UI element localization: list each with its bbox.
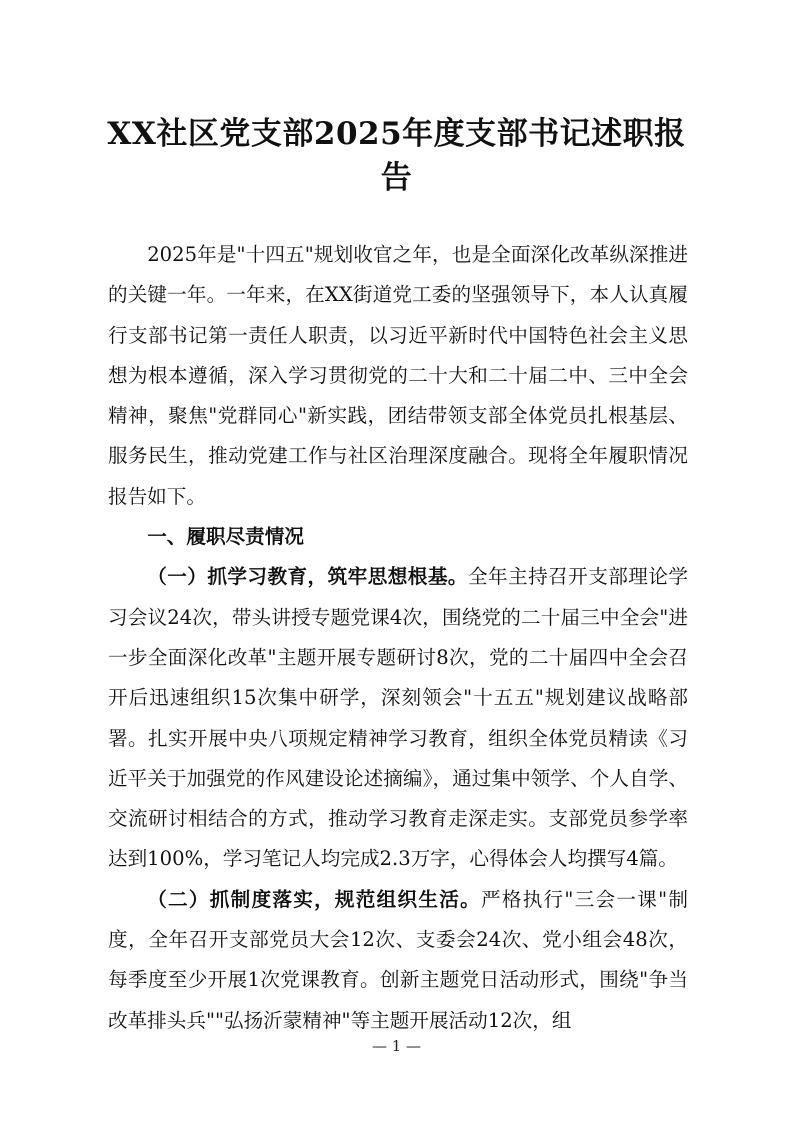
item-paragraph-2 — [108, 880, 688, 1041]
item-lead-2: （二）抓制度落实，规范组织生活。 — [147, 887, 481, 911]
item-text-1: 全年主持召开支部理论学习会议24次，带头讲授专题党课4次，围绕党的二十届三中全会"进一步全面深化改革"主题开展专题研讨8次，党的二十届四中全会召开后迅速组织15次集中研学，深刻领会"十五五"规划建议战略部署。扎实开展中央八项规定精神学习教育，组织全体党员精读《习近平关于加强党的作风建设论述摘编》，通过集中领学、个人自学、交流研讨相结合的方式，推动学习教育走深走实。支部党员参学率达到100%，学习笔记人均完成2.3万字，心得体会人均撰写4篇。 — [108, 565, 688, 871]
page-number: — 1 — — [371, 1037, 422, 1055]
item-text-2: 严格执行"三会一课"制度，全年召开支部党员大会12次、支委会24次、党小组会48次，每季度至少开展1次党课教育。创新主题党日活动形式，围绕"争当改革排头兵""弘扬沂蒙精神"等主题开展活动12次，组 — [108, 887, 689, 1032]
intro-paragraph: 2025年是"十四五"规划收官之年，也是全面深化改革纵深推进的关键一年。一年来，在XX街道党工委的坚强领导下，本人认真履行支部书记第一责任人职责，以习近平新时代中国特色社会主义思想为根本遵循，深入学习贯彻党的二十大和二十届二中、三中全会精神，聚焦"党群同心"新实践，团结带领支部全体党员扎根基层、服务民生，推动党建工作与社区治理深度融合。现将全年履职情况报告如下。 — [108, 243, 688, 508]
document-body — [108, 235, 688, 1041]
section-heading-1: 一、履职尽责情况 — [147, 525, 304, 549]
document-title: XX社区党支部2025年度支部书记述职报告 — [107, 116, 686, 196]
item-lead-1: （一）抓学习教育，筑牢思想根基。 — [147, 565, 468, 589]
item-paragraph-1 — [108, 557, 688, 879]
